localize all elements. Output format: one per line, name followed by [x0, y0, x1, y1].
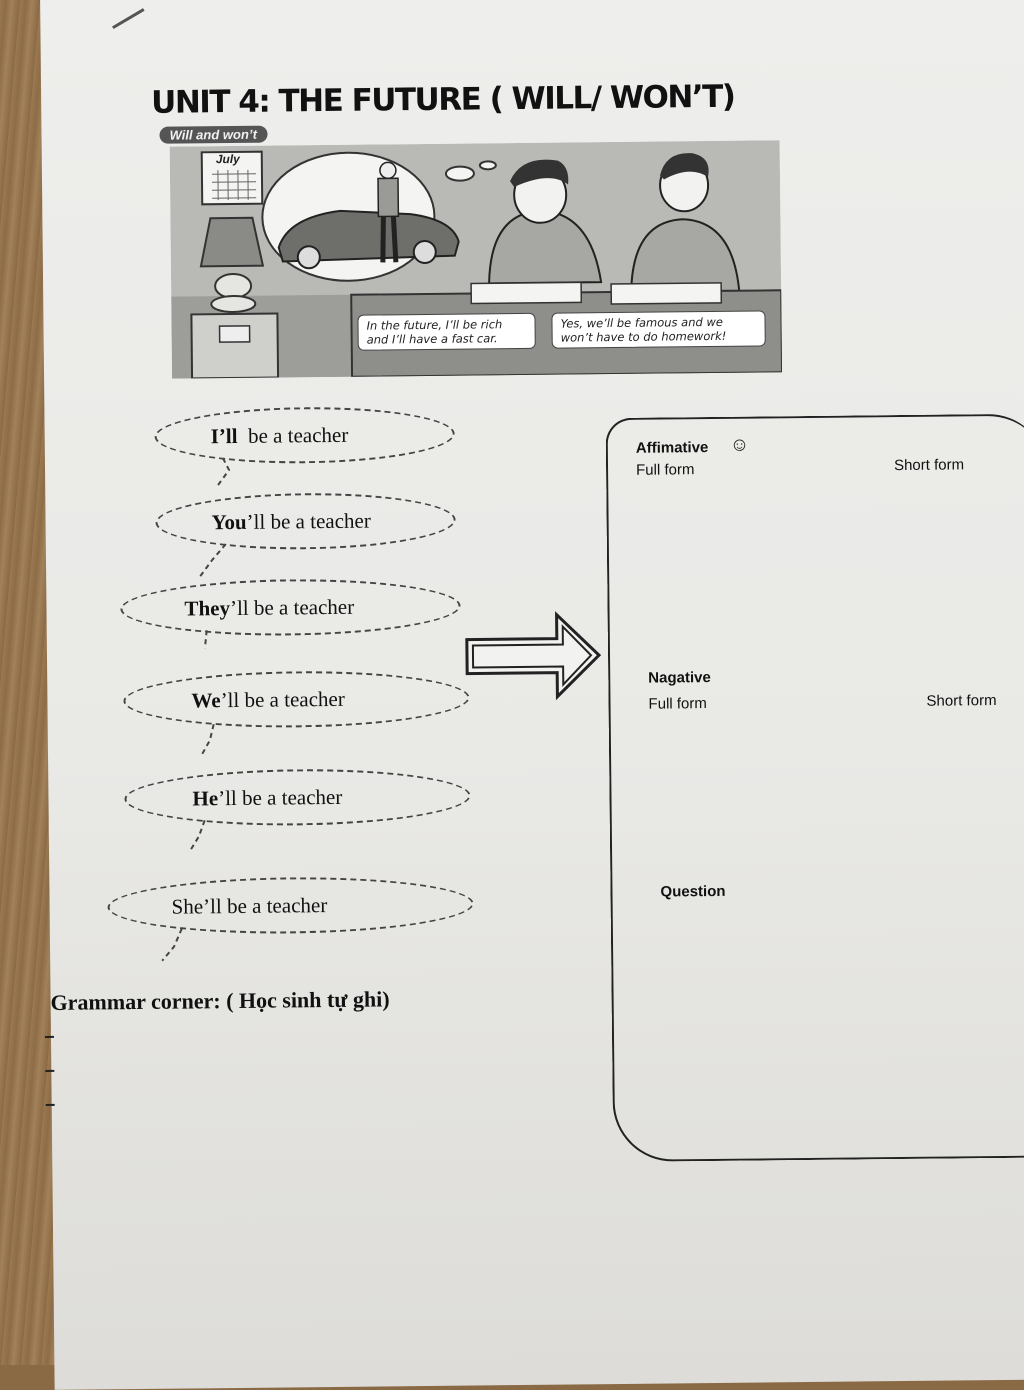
- bullet-dash: [45, 1070, 54, 1072]
- bubble-tail: [215, 456, 255, 496]
- bubble-text: ’ll be a teacher: [218, 784, 342, 810]
- bubble-i: [154, 406, 455, 465]
- grammar-box: [606, 413, 1024, 1162]
- negative-short-form: Short form: [926, 692, 996, 710]
- pen-mark: [112, 8, 145, 29]
- caption-left: In the future, I’ll be rich and I’ll have a fast car.: [357, 313, 535, 351]
- caption-right: Yes, we’ll be famous and we won’t have to do homework!: [551, 310, 765, 348]
- bubble-text: She’ll be a teacher: [171, 893, 327, 920]
- bubble-pronoun: You: [211, 509, 246, 534]
- calendar-month: July: [216, 152, 240, 166]
- question-heading: Question: [660, 883, 725, 901]
- bubble-he: [124, 768, 471, 828]
- page-title: UNIT 4: THE FUTURE ( WILL/ WON’T): [151, 79, 735, 121]
- negative-heading: Nagative: [648, 669, 711, 687]
- bubble-text: ’ll be a teacher: [220, 686, 344, 712]
- affirmative-short-form: Short form: [894, 456, 964, 474]
- affirmative-full-form: Full form: [636, 461, 695, 479]
- worksheet-page: [40, 0, 1024, 1390]
- bullet-dash: [46, 1104, 55, 1106]
- bedside-table-icon: [191, 314, 278, 379]
- bubble-we: [123, 670, 470, 730]
- negative-full-form: Full form: [648, 695, 707, 713]
- bubble-text: ’ll be a teacher: [230, 594, 354, 620]
- bubble-text: be a teacher: [248, 422, 349, 448]
- section-tag: Will and won’t: [159, 126, 267, 144]
- bubble-tail: [197, 628, 237, 668]
- bubble-pronoun: I’ll: [211, 423, 238, 448]
- bubble-tail: [160, 926, 200, 966]
- bubble-tail: [185, 818, 225, 858]
- illustration: [170, 140, 782, 378]
- right-arrow-icon: [465, 610, 606, 701]
- notebook-right: [611, 283, 721, 304]
- bubble-tail: [198, 722, 238, 762]
- grammar-corner: Grammar corner: ( Học sinh tự ghi): [50, 986, 389, 1016]
- affirmative-heading: Affimative: [636, 439, 709, 457]
- bubble-text: ’ll be a teacher: [246, 508, 370, 534]
- bubble-pronoun: We: [191, 688, 220, 713]
- bubble-pronoun: They: [184, 596, 230, 621]
- bubble-pronoun: He: [192, 786, 218, 811]
- notebook-left: [471, 282, 581, 303]
- smiley-icon: ☺: [730, 435, 750, 457]
- bullet-dash: [45, 1036, 54, 1038]
- bubble-they: [120, 578, 461, 638]
- bubble-tail: [196, 542, 236, 582]
